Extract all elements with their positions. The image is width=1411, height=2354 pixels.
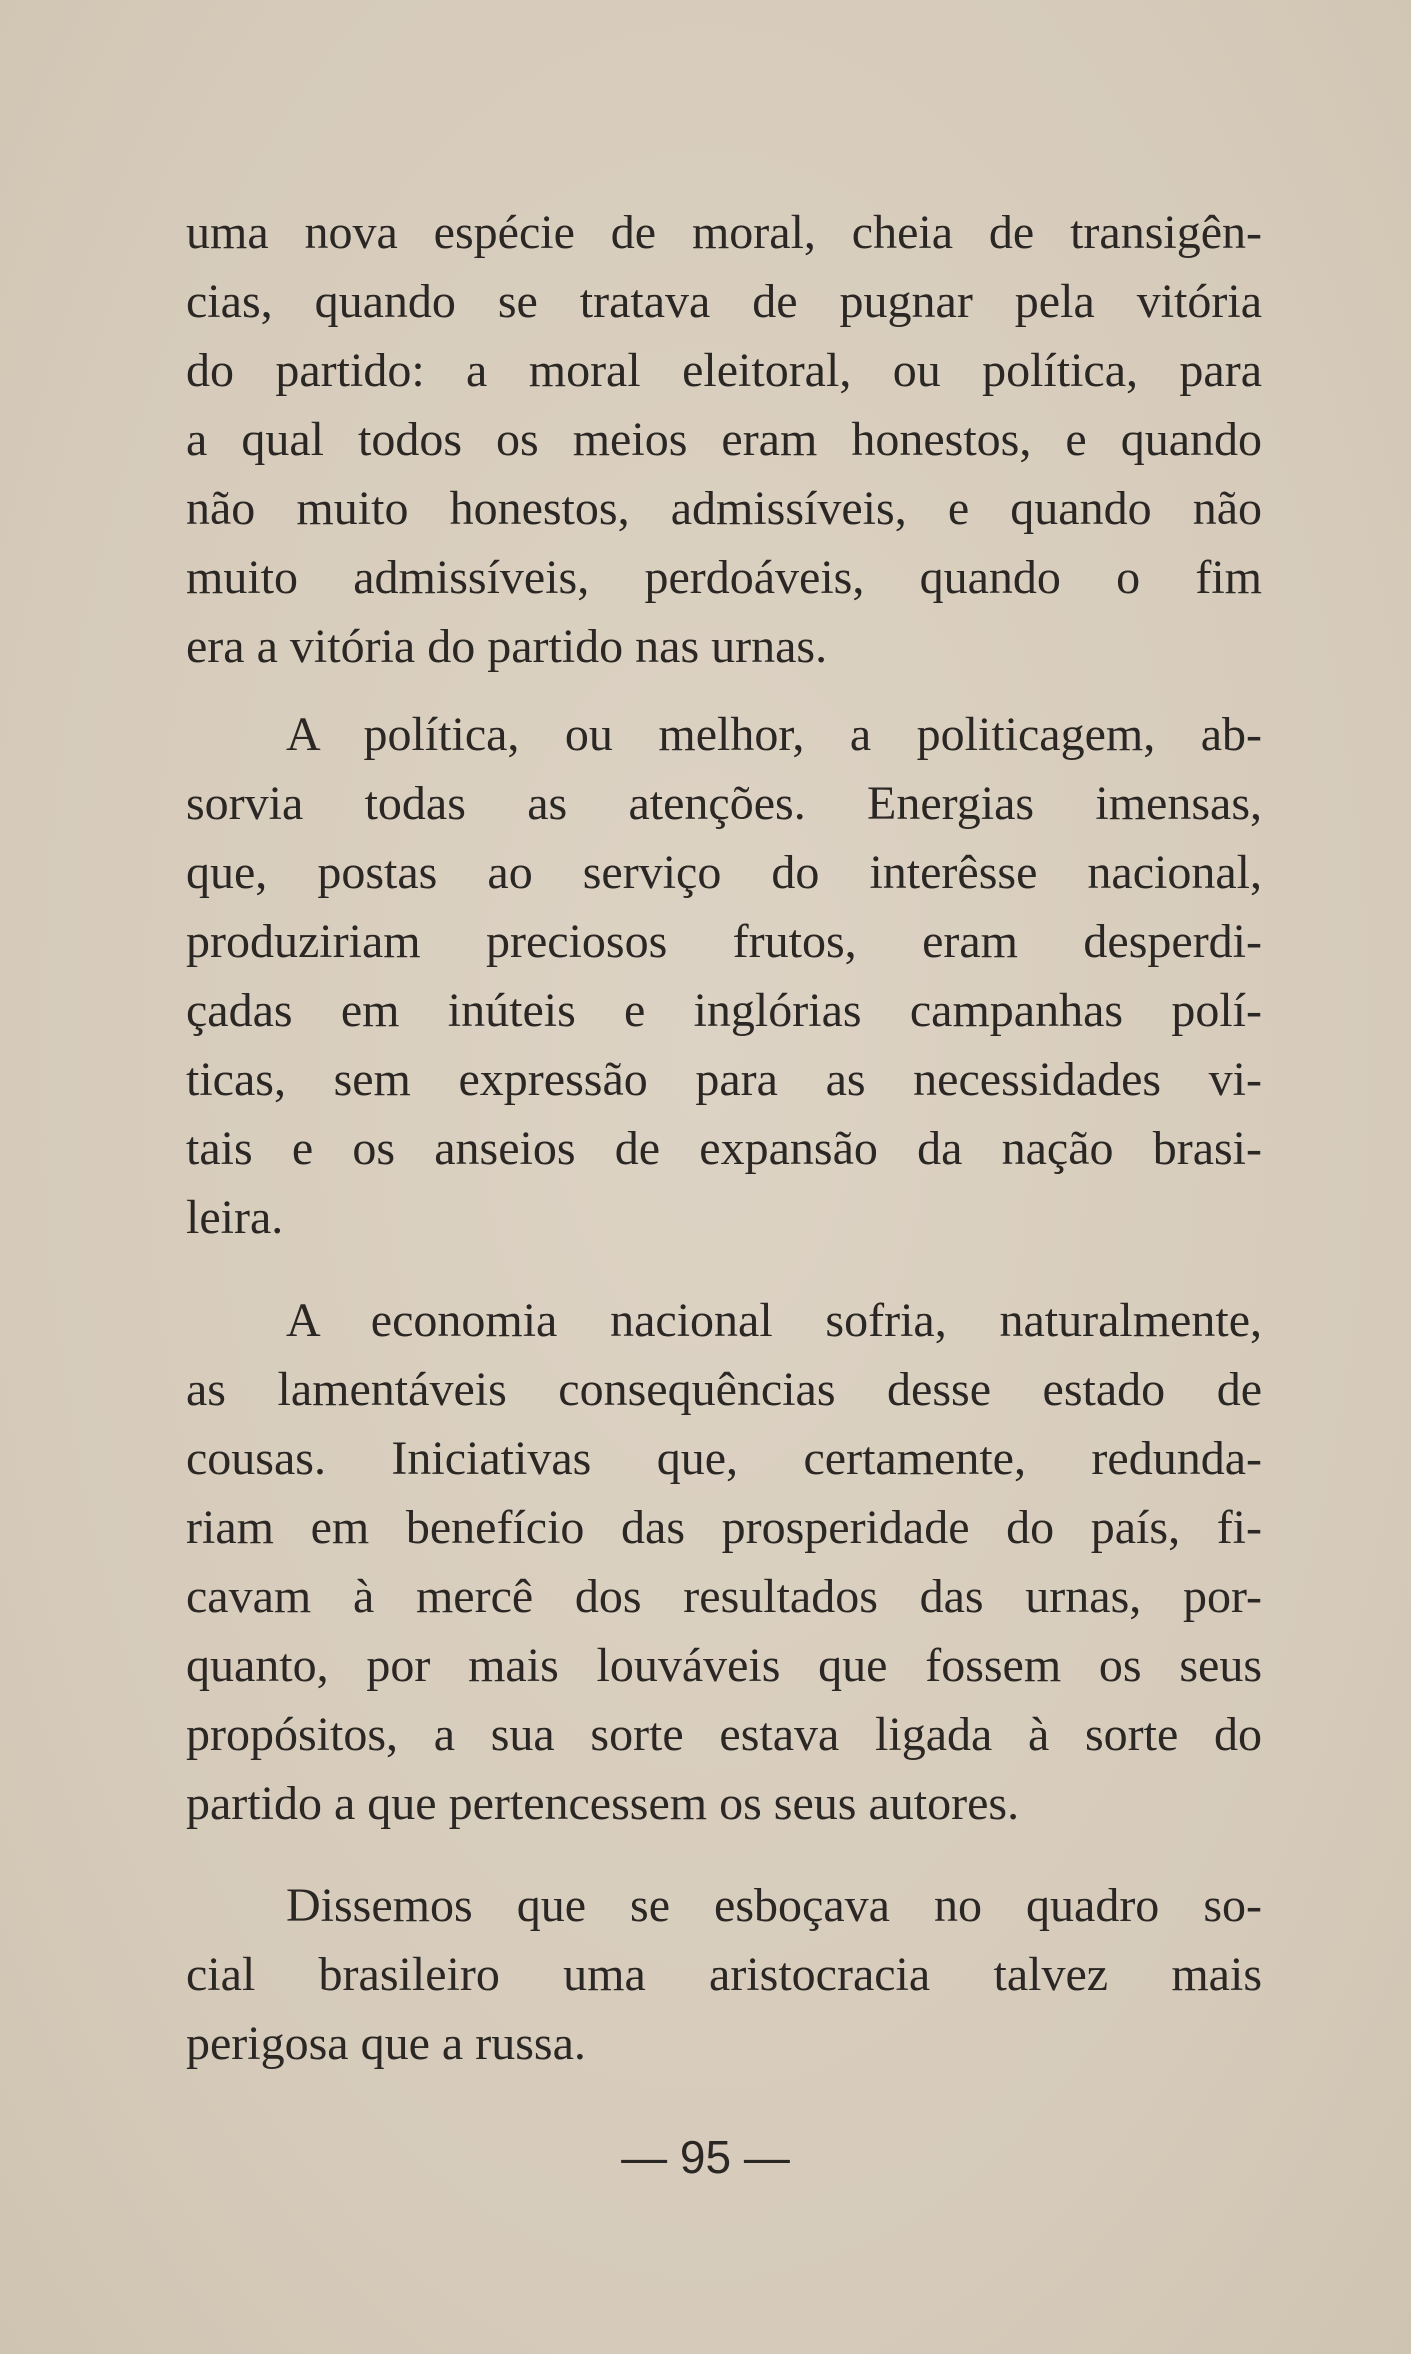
text-line: as lamentáveis consequências desse estado de bbox=[186, 1363, 1262, 1416]
text-line: çadas em inúteis e inglórias campanhas polí- bbox=[186, 984, 1262, 1037]
text-line: produziriam preciosos frutos, eram desperdi- bbox=[186, 915, 1262, 968]
text-line: A política, ou melhor, a politicagem, ab- bbox=[286, 708, 1262, 761]
page-number: — 95 — bbox=[621, 2131, 790, 2183]
text-line: quanto, por mais louváveis que fossem os seus bbox=[186, 1639, 1262, 1692]
text-line: ticas, sem expressão para as necessidades vi- bbox=[186, 1053, 1262, 1106]
text-line: do partido: a moral eleitoral, ou política, para bbox=[186, 344, 1262, 397]
text-line: tais e os anseios de expansão da nação brasi- bbox=[186, 1122, 1262, 1175]
text-line: a qual todos os meios eram honestos, e quando bbox=[186, 413, 1262, 466]
text-line: sorvia todas as atenções. Energias imensas, bbox=[186, 777, 1262, 830]
text-line: propósitos, a sua sorte estava ligada à sorte do bbox=[186, 1708, 1262, 1761]
text-line: uma nova espécie de moral, cheia de transigên- bbox=[186, 206, 1262, 259]
paragraph-2 bbox=[186, 700, 1262, 1252]
text-line: era a vitória do partido nas urnas. bbox=[186, 620, 828, 673]
text-line: muito admissíveis, perdoáveis, quando o fim bbox=[186, 551, 1262, 604]
paragraph-1 bbox=[186, 198, 1262, 681]
text-line: cousas. Iniciativas que, certamente, redunda- bbox=[186, 1432, 1262, 1485]
text-line: cias, quando se tratava de pugnar pela vitória bbox=[186, 275, 1262, 328]
paragraph-3 bbox=[186, 1286, 1262, 1838]
text-line: cavam à mercê dos resultados das urnas, por- bbox=[186, 1570, 1262, 1623]
text-line: perigosa que a russa. bbox=[186, 2017, 586, 2070]
text-line: que, postas ao serviço do interêsse nacional, bbox=[186, 846, 1262, 899]
text-line: cial brasileiro uma aristocracia talvez mais bbox=[186, 1948, 1262, 2001]
text-line: riam em benefício das prosperidade do país, fi- bbox=[186, 1501, 1262, 1554]
text-line: Dissemos que se esboçava no quadro so- bbox=[286, 1879, 1262, 1932]
text-line: partido a que pertencessem os seus autores. bbox=[186, 1777, 1020, 1830]
paragraph-4 bbox=[186, 1871, 1262, 2078]
text-line: não muito honestos, admissíveis, e quando não bbox=[186, 482, 1262, 535]
text-line: A economia nacional sofria, naturalmente, bbox=[286, 1294, 1262, 1347]
text-line: leira. bbox=[186, 1191, 284, 1244]
